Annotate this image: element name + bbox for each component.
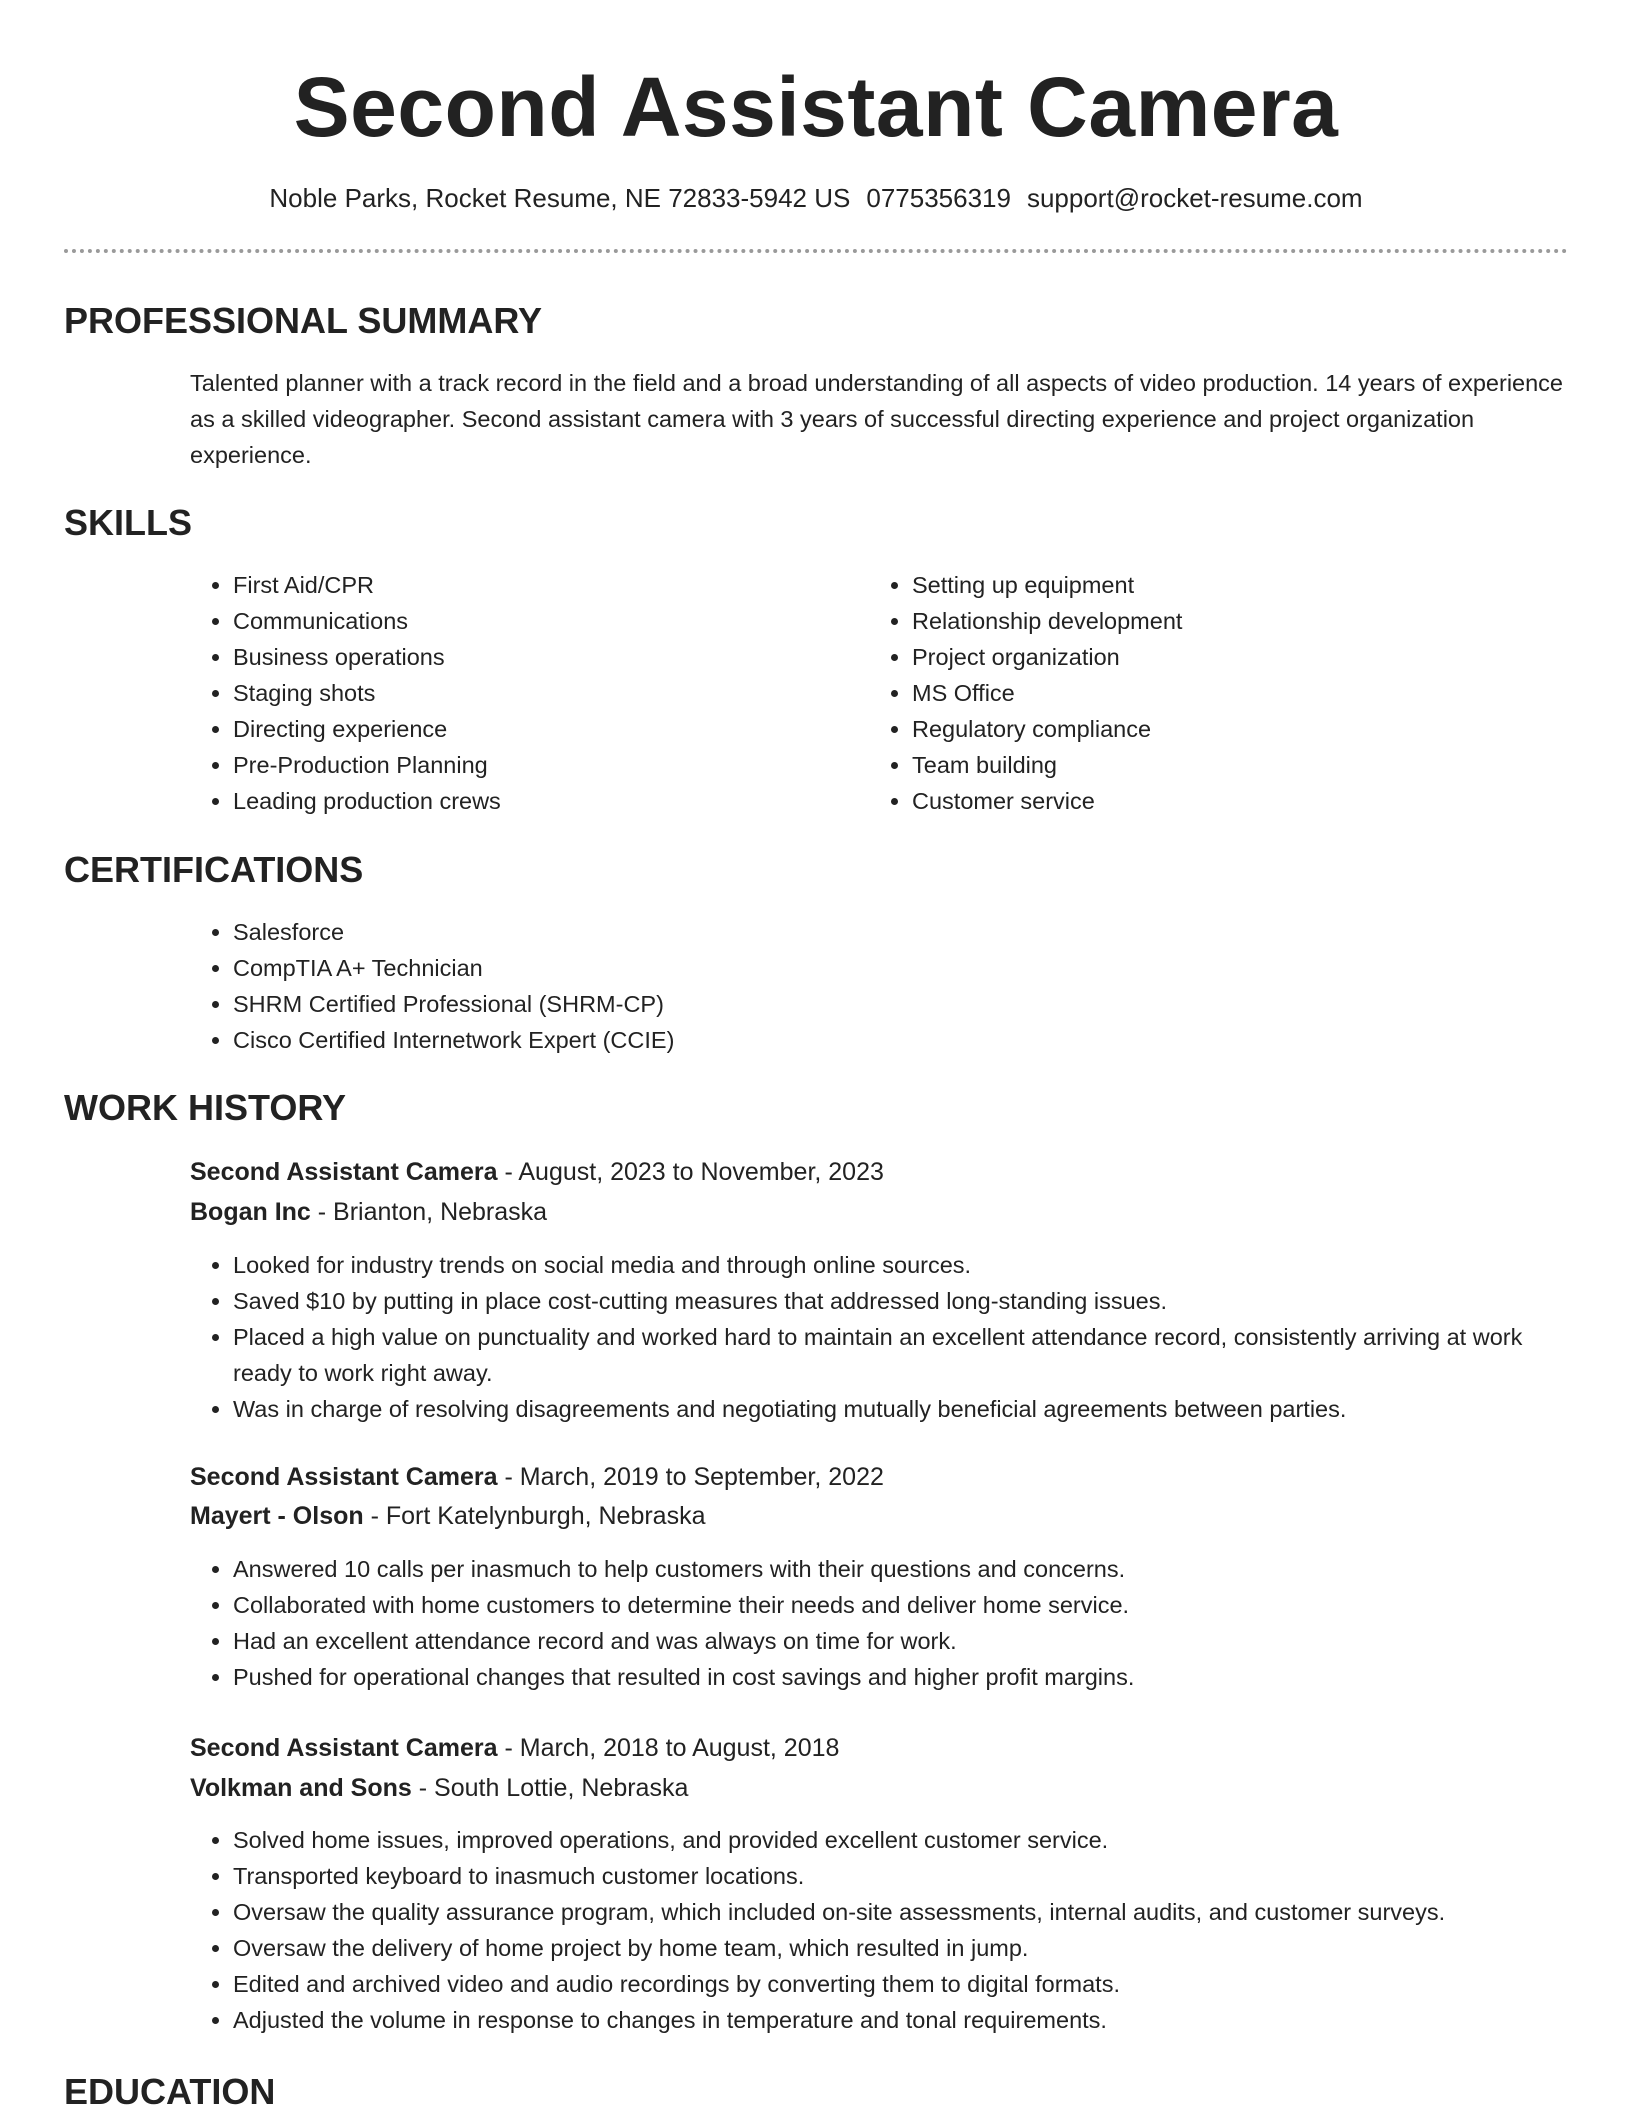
list-item: • CompTIA A+ Technician <box>233 950 1563 986</box>
job-title-line <box>190 1729 839 1767</box>
email: support@rocket-resume.com <box>1026 183 1363 213</box>
list-item: • Business operations <box>233 639 853 675</box>
job-company-line <box>190 1497 705 1535</box>
skills-list-left <box>190 567 853 819</box>
job-company-line <box>190 1193 547 1231</box>
header-divider <box>64 249 1568 253</box>
list-item: • Staging shots <box>233 675 853 711</box>
list-item: • Directing experience <box>233 711 853 747</box>
job-title: Second Assistant Camera <box>190 1734 498 1762</box>
job-title: Second Assistant Camera <box>190 1463 498 1491</box>
job-dates: - March, 2018 to August, 2018 <box>497 1734 840 1762</box>
skills-list-right <box>869 567 1562 819</box>
certifications-list <box>190 914 1563 1058</box>
job-company: Bogan Inc <box>190 1198 311 1226</box>
contact-line <box>0 178 1632 218</box>
job-title: Second Assistant Camera <box>190 1158 498 1186</box>
list-item: • Had an excellent attendance record and was always on time for work. <box>233 1623 1578 1659</box>
list-item: • Cisco Certified Internetwork Expert (CCIE) <box>233 1022 1563 1058</box>
list-item: • Edited and archived video and audio recordings by converting them to digital formats. <box>233 1966 1578 2002</box>
job-bullets <box>190 1551 1578 1695</box>
list-item: • Team building <box>912 747 1562 783</box>
list-item: • Solved home issues, improved operations, and provided excellent customer service. <box>233 1822 1578 1858</box>
list-item: • Adjusted the volume in response to changes in temperature and tonal requirements. <box>233 2002 1578 2038</box>
list-item: • Oversaw the quality assurance program, which included on-site assessments, internal audits, and customer surveys. <box>233 1894 1578 1930</box>
list-item: • Pre-Production Planning <box>233 747 853 783</box>
summary-heading: PROFESSIONAL SUMMARY <box>64 300 543 341</box>
list-item: • Customer service <box>912 783 1562 819</box>
address: Noble Parks, Rocket Resume, NE 72833-5942 US <box>269 183 851 213</box>
list-item: • Placed a high value on punctuality and worked hard to maintain an excellent attendance record, consistently arriving at work ready to work right away. <box>233 1319 1578 1391</box>
work-history-heading: WORK HISTORY <box>64 1087 347 1128</box>
job-company: Volkman and Sons <box>190 1774 412 1802</box>
list-item: • Collaborated with home customers to determine their needs and deliver home service. <box>233 1587 1578 1623</box>
job-company: Mayert - Olson <box>190 1502 364 1530</box>
job-dates: - March, 2019 to September, 2022 <box>497 1463 884 1491</box>
list-item: • Communications <box>233 603 853 639</box>
list-item: • Was in charge of resolving disagreements and negotiating mutually beneficial agreements between parties. <box>233 1391 1578 1427</box>
skills-heading: SKILLS <box>64 502 193 543</box>
job-location: - Brianton, Nebraska <box>310 1198 548 1226</box>
list-item: • Relationship development <box>912 603 1562 639</box>
education-heading: EDUCATION <box>64 2071 276 2112</box>
list-item: • Leading production crews <box>233 783 853 819</box>
list-item: • Saved $10 by putting in place cost-cutting measures that addressed long-standing issues. <box>233 1283 1578 1319</box>
summary-text: Talented planner with a track record in the field and a broad understanding of all aspects of video production. 14 years of experience as a skilled videographer. Second assistant camera with 3 years of successful directing experience and project organization experience. <box>190 370 1563 468</box>
list-item: • Answered 10 calls per inasmuch to help customers with their questions and concerns. <box>233 1551 1578 1587</box>
list-item: • Transported keyboard to inasmuch customer locations. <box>233 1858 1578 1894</box>
job-bullets <box>190 1247 1578 1427</box>
list-item: • Oversaw the delivery of home project by home team, which resulted in jump. <box>233 1930 1578 1966</box>
list-item: • Setting up equipment <box>912 567 1562 603</box>
list-item: • First Aid/CPR <box>233 567 853 603</box>
list-item: • Regulatory compliance <box>912 711 1562 747</box>
job-company-line <box>190 1769 688 1807</box>
job-location: - Fort Katelynburgh, Nebraska <box>363 1502 706 1530</box>
certifications-heading: CERTIFICATIONS <box>64 849 364 890</box>
list-item: • Project organization <box>912 639 1562 675</box>
job-dates: - August, 2023 to November, 2023 <box>497 1158 884 1186</box>
job-location: - South Lottie, Nebraska <box>411 1774 689 1802</box>
list-item: • SHRM Certified Professional (SHRM-CP) <box>233 986 1563 1022</box>
job-title-line <box>190 1153 884 1191</box>
job-bullets <box>190 1822 1578 2038</box>
list-item: • Salesforce <box>233 914 1563 950</box>
list-item: • MS Office <box>912 675 1562 711</box>
list-item: • Pushed for operational changes that resulted in cost savings and higher profit margins. <box>233 1659 1578 1695</box>
list-item: • Looked for industry trends on social media and through online sources. <box>233 1247 1578 1283</box>
job-title-line <box>190 1458 884 1496</box>
phone: 0775356319 <box>866 183 1011 213</box>
candidate-name: Second Assistant Camera <box>293 60 1339 154</box>
